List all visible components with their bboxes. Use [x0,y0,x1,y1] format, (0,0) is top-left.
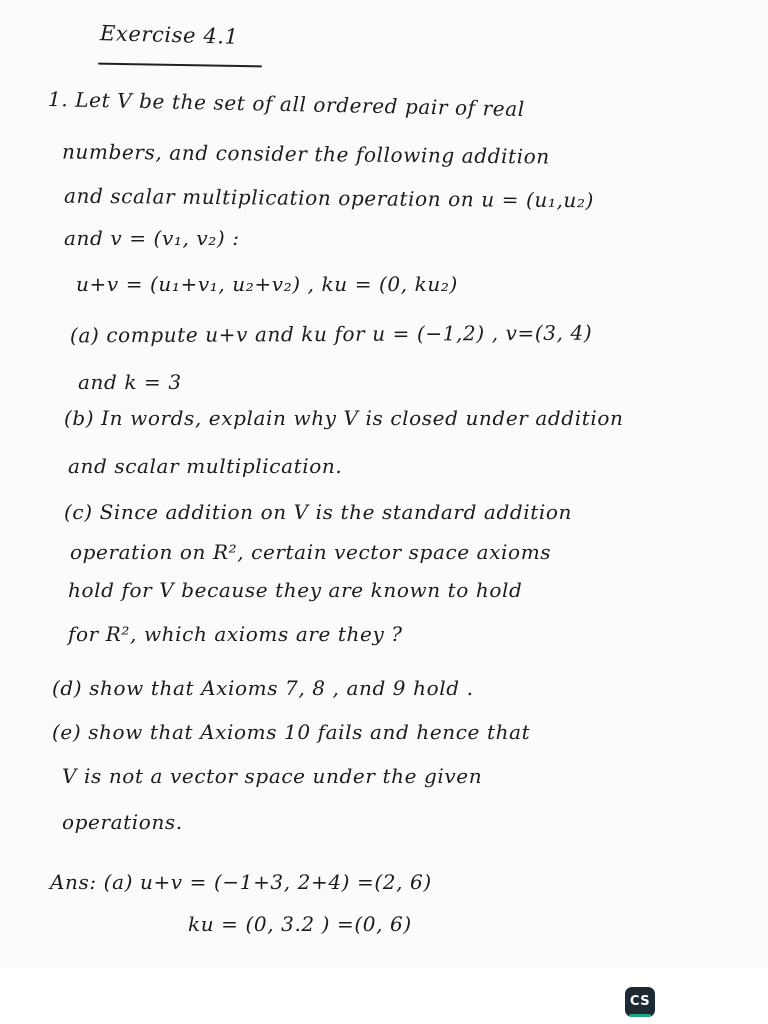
part-d-line: (d) show that Axioms 7, 8 , and 9 hold . [52,676,474,700]
part-b-line-2: and scalar multiplication. [68,454,343,478]
part-a-line-2: and k = 3 [78,370,182,394]
problem-line-4: and v = (v₁, v₂) : [64,226,240,250]
part-a-line-1: (a) compute u+v and ku for u = (−1,2) , v=(3, 4) [69,320,593,348]
part-e-line-1: (e) show that Axioms 10 fails and hence that [52,720,531,744]
logo-accent-bar [629,1014,651,1017]
problem-line-2: numbers, and consider the following addition [61,139,550,169]
answer-line-1: Ans: (a) u+v = (−1+3, 2+4) =(2, 6) [50,870,432,894]
problem-line-1: 1. Let V be the set of all ordered pair of real [47,87,525,121]
part-c-line-3: hold for V because they are known to hold [68,578,523,602]
part-b-line-1: (b) In words, explain why V is closed under addition [64,406,624,430]
answer-line-2: ku = (0, 3.2 ) =(0, 6) [188,912,412,936]
part-e-line-2: V is not a vector space under the given [62,764,483,788]
camscanner-logo-icon [625,987,655,1017]
part-e-line-3: operations. [62,810,183,834]
exercise-title: Exercise 4.1 [99,21,239,49]
part-c-line-4: for R², which axioms are they ? [68,622,403,646]
problem-definition: u+v = (u₁+v₁, u₂+v₂) , ku = (0, ku₂) [76,272,458,296]
problem-line-3: and scalar multiplication operation on u = (u₁,u₂) [63,183,595,213]
part-c-line-2: operation on R², certain vector space axioms [70,540,552,564]
title-underline [98,63,262,68]
camscanner-logo-label: CS [629,994,651,1009]
part-c-line-1: (c) Since addition on V is the standard addition [64,500,573,524]
